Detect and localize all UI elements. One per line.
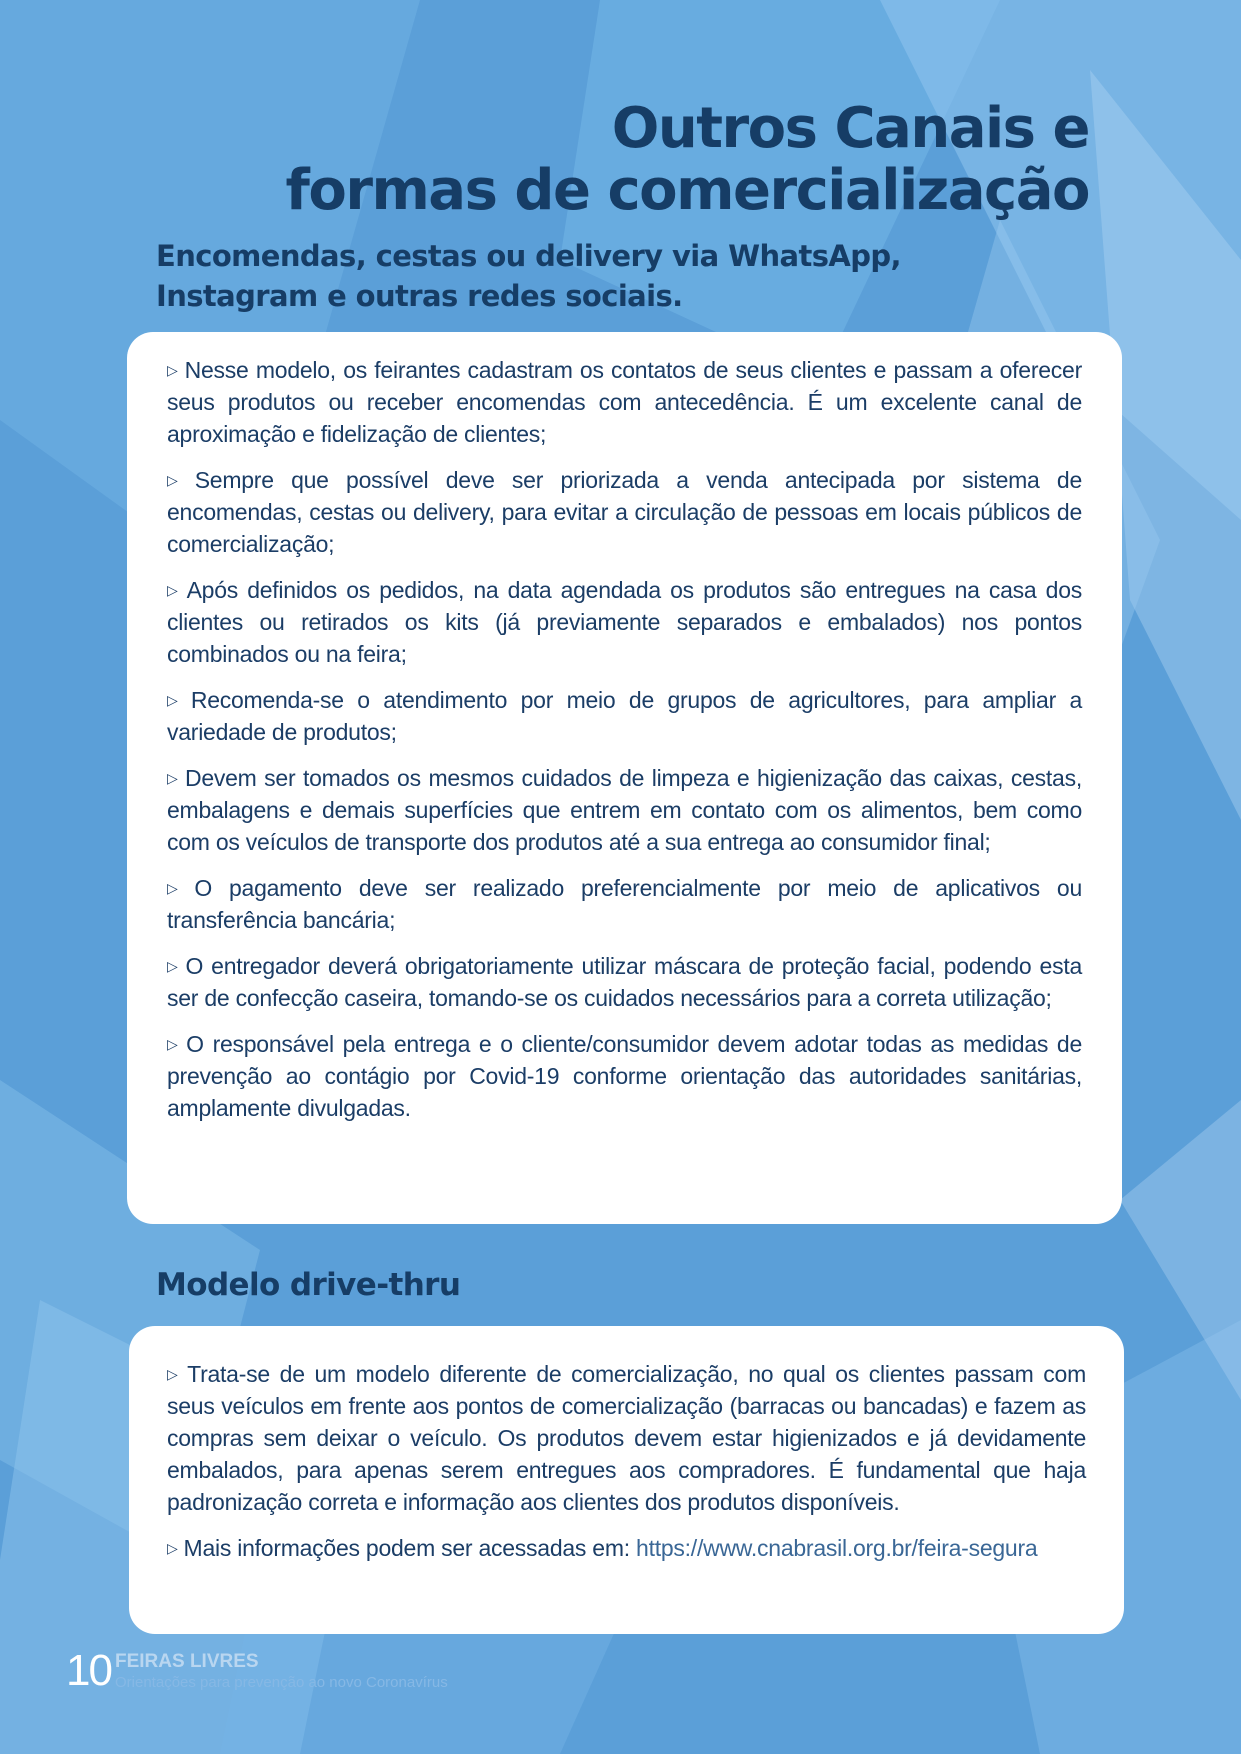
publication-subtitle: Orientações para prevenção ao novo Coronavírus bbox=[115, 1674, 448, 1691]
triangle-right-outline-icon: ▷ bbox=[167, 880, 189, 896]
list-item bbox=[167, 762, 1082, 858]
bullet-text: Sempre que possível deve ser priorizada a venda antecipada por sistema de encomendas, cestas ou delivery, para evitar a circulação de pessoas em locais públicos de comercialização; bbox=[167, 467, 1082, 557]
publication-title: FEIRAS LIVRES bbox=[115, 1651, 259, 1672]
more-info-item bbox=[167, 1532, 1086, 1564]
triangle-right-outline-icon: ▷ bbox=[167, 692, 185, 708]
list-item bbox=[167, 574, 1082, 670]
triangle-right-outline-icon: ▷ bbox=[167, 1540, 178, 1556]
list-item bbox=[167, 464, 1082, 560]
bullet-text: Trata-se de um modelo diferente de comercialização, no qual os clientes passam com seus veículos em frente aos pontos de comercialização (barracas ou bancadas) e fazem as compras sem deixar o veículo. Os produtos devem estar higienizados e já devidamente embalados, para apenas serem entregues aos compradores. É fundamental que haja padronização correta e informação aos clientes dos produtos disponíveis. bbox=[167, 1361, 1086, 1515]
bullet-text: O pagamento deve ser realizado preferencialmente por meio de aplicativos ou transferência bancária; bbox=[167, 875, 1082, 933]
bullet-text: Após definidos os pedidos, na data agendada os produtos são entregues na casa dos clientes ou retirados os kits (já previamente separados e embalados) nos pontos combinados ou na feira; bbox=[167, 577, 1082, 667]
triangle-right-outline-icon: ▷ bbox=[167, 1366, 182, 1382]
page-number: 10 bbox=[66, 1646, 111, 1695]
list-item bbox=[167, 872, 1082, 936]
list-item bbox=[167, 354, 1082, 450]
subtitle-line-1: Encomendas, cestas ou delivery via WhatsApp, bbox=[156, 239, 901, 273]
more-info-label: Mais informações podem ser acessadas em: bbox=[183, 1535, 630, 1561]
triangle-right-outline-icon: ▷ bbox=[167, 582, 181, 598]
page-title-line-2: formas de comercialização bbox=[285, 158, 1089, 223]
feira-segura-link[interactable]: https://www.cnabrasil.org.br/feira-segura bbox=[636, 1535, 1038, 1561]
page-title bbox=[285, 98, 1089, 222]
subtitle-line-2: Instagram e outras redes sociais. bbox=[156, 279, 683, 313]
list-item bbox=[167, 950, 1082, 1014]
section-title-drive-thru: Modelo drive-thru bbox=[156, 1267, 461, 1303]
triangle-right-outline-icon: ▷ bbox=[167, 472, 189, 488]
list-item bbox=[167, 1028, 1082, 1124]
drive-thru-card bbox=[129, 1326, 1124, 1634]
bullet-text: Devem ser tomados os mesmos cuidados de limpeza e higienização das caixas, cestas, embalagens e demais superfícies que entrem em contato com os alimentos, bem como com os veículos de transporte dos produtos até a sua entrega ao consumidor final; bbox=[167, 765, 1082, 855]
page-title-line-1: Outros Canais e bbox=[611, 96, 1089, 161]
list-item bbox=[167, 684, 1082, 748]
triangle-right-outline-icon: ▷ bbox=[167, 1036, 181, 1052]
bullet-text: O responsável pela entrega e o cliente/consumidor devem adotar todas as medidas de prevenção ao contágio por Covid-19 conforme orientação das autoridades sanitárias, amplamente divulgadas. bbox=[167, 1031, 1082, 1121]
social-sales-card bbox=[127, 332, 1122, 1224]
triangle-right-outline-icon: ▷ bbox=[167, 770, 179, 786]
triangle-right-outline-icon: ▷ bbox=[167, 958, 180, 974]
section-subtitle-social bbox=[156, 236, 956, 316]
list-item bbox=[167, 1358, 1086, 1518]
triangle-right-outline-icon: ▷ bbox=[167, 362, 179, 378]
bullet-text: Recomenda-se o atendimento por meio de grupos de agricultores, para ampliar a variedade de produtos; bbox=[167, 687, 1082, 745]
bullet-text: O entregador deverá obrigatoriamente utilizar máscara de proteção facial, podendo esta ser de confecção caseira, tomando-se os cuidados necessários para a correta utilização; bbox=[167, 953, 1082, 1011]
bullet-text: Nesse modelo, os feirantes cadastram os contatos de seus clientes e passam a oferecer seus produtos ou receber encomendas com antecedência. É um excelente canal de aproximação e fidelização de clientes; bbox=[167, 357, 1082, 447]
